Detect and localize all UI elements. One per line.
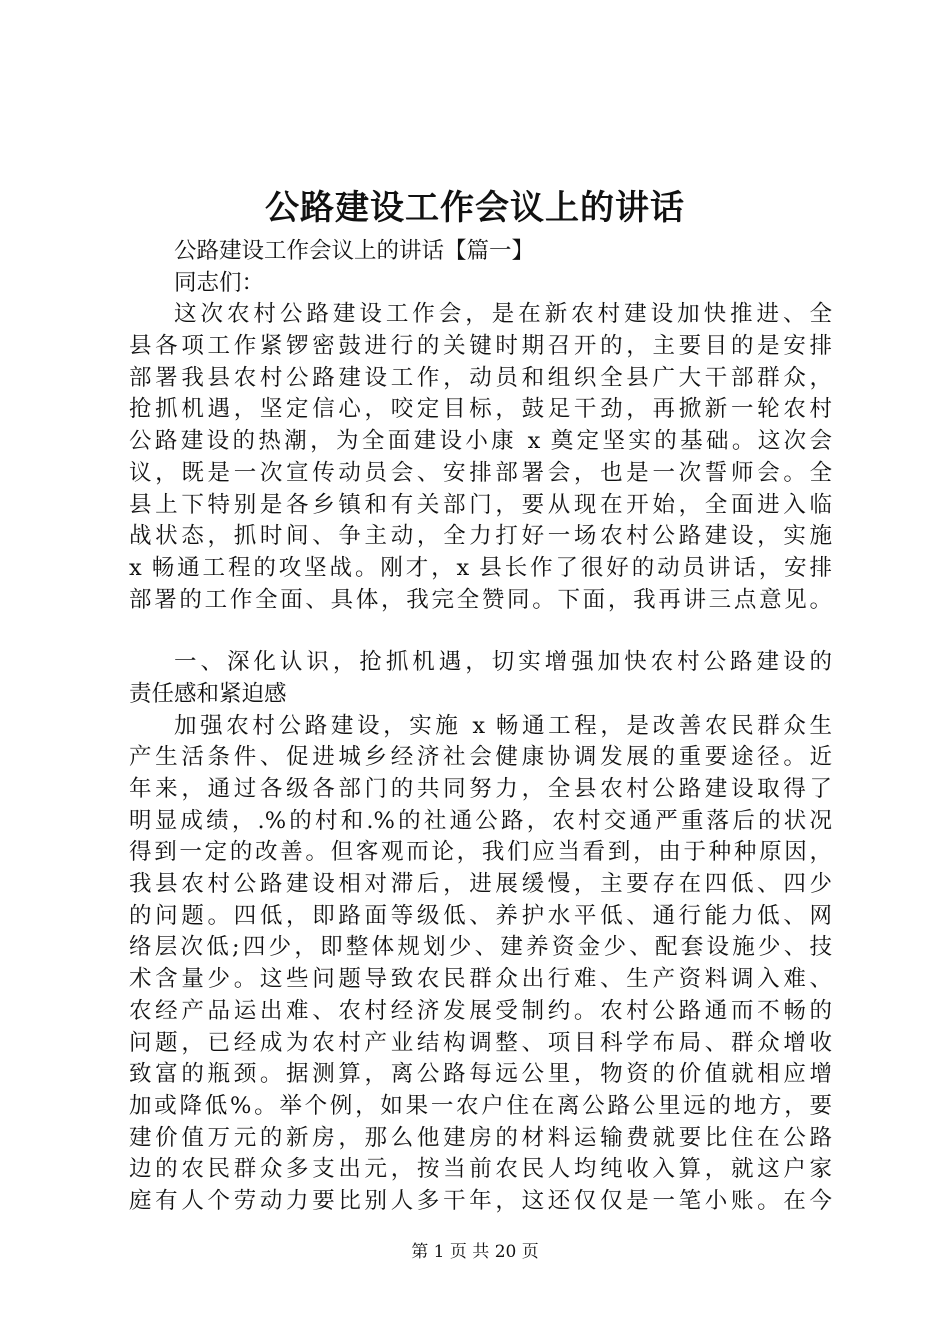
paragraph-line: 县上下特别是各乡镇和有关部门，要从现在开始，全面进入临: [129, 491, 832, 518]
paragraph-line: 致富的瓶颈。据测算，离公路每远公里，物资的价值就相应增: [129, 1061, 832, 1088]
paragraph-line: 县各项工作紧锣密鼓进行的关键时期召开的，主要目的是安排: [129, 333, 832, 360]
paragraph-line: 问题，已经成为农村产业结构调整、项目科学布局、群众增收: [129, 1029, 832, 1056]
paragraph-line: x 畅通工程的攻坚战。刚才，x 县长作了很好的动员讲话，安排: [129, 554, 832, 581]
document-title: 公路建设工作会议上的讲话: [265, 188, 685, 228]
paragraph-line: 庭有人个劳动力要比别人多干年，这还仅仅是一笔小账。在今: [129, 1187, 832, 1214]
paragraph-line: 术含量少。这些问题导致农民群众出行难、生产资料调入难、: [129, 966, 832, 993]
paragraph-line: 的问题。四低，即路面等级低、养护水平低、通行能力低、网: [129, 902, 832, 929]
paragraph-line: 部署我县农村公路建设工作，动员和组织全县广大干部群众，: [129, 364, 832, 391]
salutation: 同志们：: [174, 269, 265, 296]
paragraph-1: [129, 299, 832, 616]
paragraph-line: 抢抓机遇，坚定信心，咬定目标，鼓足干劲，再掀新一轮农村: [129, 396, 832, 423]
section-heading-1: [129, 647, 832, 710]
page-number-footer: 第 1 页 共 20 页: [411, 1242, 539, 1262]
paragraph-line: 得到一定的改善。但客观而论，我们应当看到，由于种种原因，: [129, 839, 832, 866]
paragraph-gap: [129, 616, 832, 647]
paragraph-line: 这次农村公路建设工作会，是在新农村建设加快推进、全: [174, 301, 832, 328]
paragraph-line: 加或降低%。举个例，如果一农户住在离公路公里远的地方，要: [129, 1092, 832, 1119]
paragraph-line: 部署的工作全面、具体，我完全赞同。下面，我再讲三点意见。: [129, 586, 832, 613]
paragraph-line: 络层次低;四少，即整体规划少、建养资金少、配套设施少、技: [129, 934, 832, 961]
paragraph-line: 边的农民群众多支出元，按当前农民人均纯收入算，就这户家: [129, 1156, 832, 1183]
paragraph-line: 农经产品运出难、农村经济发展受制约。农村公路通而不畅的: [129, 997, 832, 1024]
paragraph-line: 建价值万元的新房，那么他建房的材料运输费就要比住在公路: [129, 1124, 832, 1151]
paragraph-line: 议，既是一次宣传动员会、安排部署会，也是一次誓师会。全: [129, 459, 832, 486]
paragraph-line: 战状态，抓时间、争主动，全力打好一场农村公路建设，实施: [129, 523, 832, 550]
document-body: [129, 236, 832, 1218]
section-subtitle: 公路建设工作会议上的讲话【篇一】: [174, 238, 535, 264]
paragraph-line: 明显成绩，.%的村和.%的社通公路，农村交通严重落后的状况: [129, 807, 832, 834]
paragraph-line: 年来，通过各级各部门的共同努力，全县农村公路建设取得了: [129, 776, 832, 802]
paragraph-line: 加强农村公路建设，实施 x 畅通工程，是改善农民群众生: [174, 712, 832, 739]
paragraph-2: [129, 711, 832, 1218]
paragraph-line: 我县农村公路建设相对滞后，进展缓慢，主要存在四低、四少: [129, 871, 832, 898]
heading-line: 责任感和紧迫感: [129, 680, 287, 707]
heading-line: 一、深化认识，抢抓机遇，切实增强加快农村公路建设的: [174, 649, 832, 676]
paragraph-line: 公路建设的热潮，为全面建设小康 x 奠定坚实的基础。这次会: [129, 428, 832, 455]
paragraph-line: 产生活条件、促进城乡经济社会健康协调发展的重要途径。近: [129, 744, 832, 771]
